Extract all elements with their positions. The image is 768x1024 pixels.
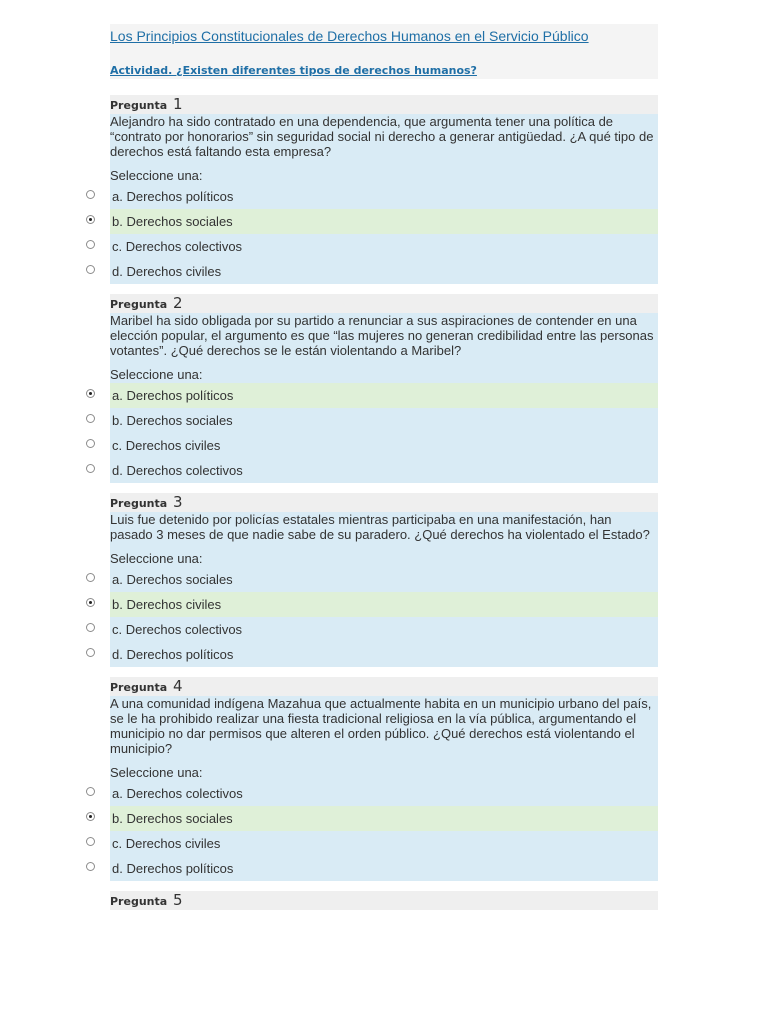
answer-option-label[interactable]: a. Derechos políticos — [112, 189, 234, 204]
answer-option[interactable] — [110, 184, 658, 209]
radio-unchecked-icon[interactable] — [86, 265, 95, 274]
question-body — [110, 696, 658, 881]
question-header — [110, 891, 658, 910]
radio-unchecked-icon[interactable] — [86, 787, 95, 796]
question-label: Pregunta — [110, 497, 168, 510]
radio-unchecked-icon[interactable] — [86, 439, 95, 448]
answer-option[interactable] — [110, 567, 658, 592]
answer-option[interactable] — [110, 234, 658, 259]
select-one-label: Seleccione una: — [110, 168, 203, 183]
answer-option-label[interactable]: b. Derechos sociales — [112, 413, 233, 428]
answer-option-label[interactable]: d. Derechos políticos — [112, 861, 234, 876]
radio-unchecked-icon[interactable] — [86, 837, 95, 846]
answer-option-label[interactable]: a. Derechos políticos — [112, 388, 234, 403]
question-4 — [110, 677, 658, 881]
question-body — [110, 313, 658, 483]
answer-option[interactable] — [110, 592, 658, 617]
answer-option-label[interactable]: b. Derechos sociales — [112, 214, 233, 229]
answer-option-label[interactable]: b. Derechos sociales — [112, 811, 233, 826]
radio-checked-icon[interactable] — [86, 598, 95, 607]
answer-option[interactable] — [110, 433, 658, 458]
quiz-page — [110, 24, 658, 910]
radio-unchecked-icon[interactable] — [86, 862, 95, 871]
radio-unchecked-icon[interactable] — [86, 464, 95, 473]
activity-title[interactable]: Actividad. ¿Existen diferentes tipos de derechos humanos? — [110, 64, 477, 77]
question-label: Pregunta — [110, 681, 168, 694]
question-number: 5 — [173, 891, 183, 909]
answer-option-label[interactable]: c. Derechos colectivos — [112, 239, 243, 254]
question-text: Maribel ha sido obligada por su partido a renunciar a sus aspiraciones de contender en una elección popular, el argumento es que “las mujeres no generan credibilidad entre las personas votantes”. ¿Qué derechos se le están violentando a Maribel? — [110, 313, 654, 358]
question-header — [110, 95, 658, 114]
quiz-header — [110, 24, 658, 79]
answer-option[interactable] — [110, 831, 658, 856]
answer-option-label[interactable]: a. Derechos sociales — [112, 572, 233, 587]
radio-unchecked-icon[interactable] — [86, 648, 95, 657]
question-2 — [110, 294, 658, 483]
radio-checked-icon[interactable] — [86, 389, 95, 398]
answer-option[interactable] — [110, 458, 658, 483]
answer-option-label[interactable]: c. Derechos colectivos — [112, 622, 243, 637]
answer-option[interactable] — [110, 259, 658, 284]
question-label: Pregunta — [110, 895, 168, 908]
question-number: 3 — [173, 493, 183, 511]
question-body — [110, 114, 658, 284]
radio-checked-icon[interactable] — [86, 215, 95, 224]
question-5 — [110, 891, 658, 910]
answer-option-label[interactable]: c. Derechos civiles — [112, 438, 221, 453]
answer-option-label[interactable]: d. Derechos civiles — [112, 264, 222, 279]
question-list — [110, 95, 658, 881]
select-one-label: Seleccione una: — [110, 367, 203, 382]
answer-option-label[interactable]: d. Derechos colectivos — [112, 463, 243, 478]
question-label: Pregunta — [110, 298, 168, 311]
radio-unchecked-icon[interactable] — [86, 240, 95, 249]
answer-option[interactable] — [110, 408, 658, 433]
question-number: 1 — [173, 95, 183, 113]
question-body — [110, 512, 658, 667]
answer-option[interactable] — [110, 209, 658, 234]
question-text: A una comunidad indígena Mazahua que actualmente habita en un municipio urbano del país, se le ha prohibido realizar una fiesta tradicional religiosa en la vía pública, argumentando el municipio no dar permisos que alteren el orden público. ¿Qué derechos está violentando el municipio? — [110, 696, 652, 756]
answer-option-label[interactable]: c. Derechos civiles — [112, 836, 221, 851]
radio-unchecked-icon[interactable] — [86, 573, 95, 582]
course-title[interactable]: Los Principios Constitucionales de Derechos Humanos en el Servicio Público — [110, 28, 589, 44]
question-number: 4 — [173, 677, 183, 695]
answer-option[interactable] — [110, 642, 658, 667]
question-text: Alejandro ha sido contratado en una dependencia, que argumenta tener una política de “contrato por honorarios” sin seguridad social ni derecho a generar antigüedad. ¿A qué tipo de derechos está faltando esta empresa? — [110, 114, 654, 159]
question-header — [110, 294, 658, 313]
question-3 — [110, 493, 658, 667]
question-label: Pregunta — [110, 99, 168, 112]
answer-option-label[interactable]: a. Derechos colectivos — [112, 786, 243, 801]
question-header — [110, 493, 658, 512]
radio-checked-icon[interactable] — [86, 812, 95, 821]
answer-option[interactable] — [110, 856, 658, 881]
select-one-label: Seleccione una: — [110, 551, 203, 566]
question-1 — [110, 95, 658, 284]
question-text: Luis fue detenido por policías estatales mientras participaba en una manifestación, han pasado 3 meses de que nadie sabe de su paradero. ¿Qué derechos ha violentado el Estado? — [110, 512, 650, 542]
question-number: 2 — [173, 294, 183, 312]
select-one-label: Seleccione una: — [110, 765, 203, 780]
radio-unchecked-icon[interactable] — [86, 623, 95, 632]
radio-unchecked-icon[interactable] — [86, 190, 95, 199]
answer-option-label[interactable]: b. Derechos civiles — [112, 597, 222, 612]
answer-option[interactable] — [110, 781, 658, 806]
answer-option[interactable] — [110, 806, 658, 831]
answer-option[interactable] — [110, 383, 658, 408]
radio-unchecked-icon[interactable] — [86, 414, 95, 423]
question-header — [110, 677, 658, 696]
answer-option-label[interactable]: d. Derechos políticos — [112, 647, 234, 662]
answer-option[interactable] — [110, 617, 658, 642]
